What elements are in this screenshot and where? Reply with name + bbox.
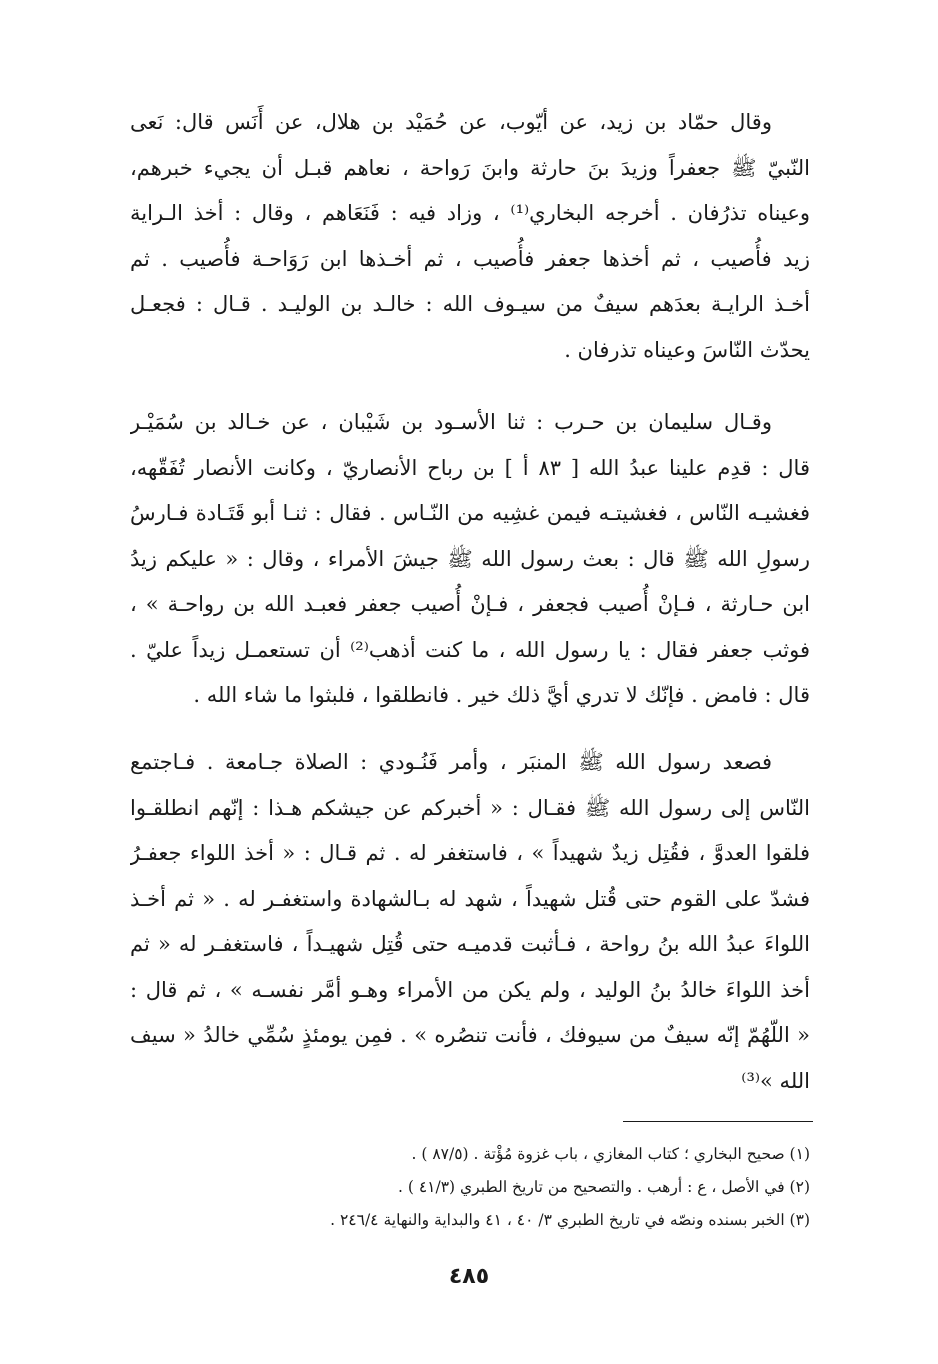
text-line: وعيناه تذرُفان . أخرجه البخاري⁽¹⁾ ، وزاد فيه : فَنَعَاهم ، وقال : أخذ الـراية xyxy=(130,201,810,225)
footnote-3: (٣) الخبر بسنده ونصّه في تاريخ الطبري ٣/ ٤٠ ، ٤١ والبداية والنهاية ٢٤٦/٤ . xyxy=(330,1211,810,1229)
footnote-divider xyxy=(623,1121,813,1122)
text-line: وقـال سليمان بن حـرب : ثنا الأسـود بن شَيْبان ، عن خـالد بن سُمَيْـر xyxy=(130,410,772,434)
text-line: أخذ اللواءَ خالدُ بنُ الوليد ، ولم يكن من الأمراء وهـو أمَّر نفسـه » ، ثم قال : xyxy=(130,977,810,1002)
page-number: ٤٨٥ xyxy=(448,1264,490,1289)
text-line: « اللّهُمّ إنّه سيفٌ من سيوفك ، فأنت تنصُره » . فمِن يومئذٍ سُمِّي خالدُ « سيف xyxy=(130,1023,810,1047)
text-line: النّاس إلى رسول الله ﷺ فقـال : « أخبركم عن جيشكم هـذا : إنّهم انطلقـوا xyxy=(130,795,810,820)
text-line: ابن حـارثة ، فـإنْ أُصيب فجعفر ، فـإنْ أُصيب جعفر فعبـد الله بن رواحـة » ، xyxy=(130,592,810,616)
paragraph-2 xyxy=(130,400,810,719)
text-line: فوثب جعفر فقال : يا رسول الله ، ما كنت أذهب⁽²⁾ أن تستعمـل زيداً عليّ . xyxy=(130,637,810,662)
text-line: فشدّ على القوم حتى قُتل شهيداً ، شهد له بـالشهادة واستغفـر له . « ثم أخـذ xyxy=(130,886,810,911)
text-line: رسولِ الله ﷺ قال : بعث رسول الله ﷺ جيشَ الأمراء ، وقال : « عليكم زيدُ xyxy=(130,546,810,571)
text-line: زيد فأُصيب ، ثم أخذها جعفر فأُصيب ، ثم أخـذها ابن رَوَاحـة فأُصيب . ثم xyxy=(130,246,810,271)
text-line: قال : قدِم علينا عبدُ الله [ ٨٣ أ ] بن رباح الأنصاريّ ، وكانت الأنصار تُفَقّهه، xyxy=(130,455,810,480)
footnotes xyxy=(130,1138,810,1237)
text-line: فصعد رسول الله ﷺ المنبَر ، وأمر فَنُـودي : الصلاة جـامعة . فـاجتمع xyxy=(130,750,772,774)
text-line: النّبيّ ﷺ جعفراً وزيدَ بنَ حارثة وابنَ رَواحة ، نعاهم قبـل أن يجيء خبرهم، xyxy=(130,155,810,180)
text-line: أخـذ الرايـة بعدَهم سيفٌ من سيـوف الله : خالـد بن الوليـد . قـال : فجعـل xyxy=(130,292,810,316)
text-line: يحدّث النّاسَ وعيناه تذرفان . xyxy=(564,337,810,362)
text-line: فلقوا العدوَّ ، فقُتِل زيدٌ شهيداً » ، فاستغفر له . ثم قـال : « أخذ اللواء جعفـرُ xyxy=(130,841,810,865)
footnote-1: (١) صحيح البخاري ؛ كتاب المغازي ، باب غزوة مُؤْتة . (٨٧/٥ ) . xyxy=(411,1145,810,1163)
paragraph-3 xyxy=(130,740,810,1104)
text-line: اللواءَ عبدُ الله بنُ رواحة ، فـأثبت قدميـه حتى قُتِل شهيـداً ، فاستغفـر له « ثم xyxy=(130,932,810,956)
paragraph-1 xyxy=(130,100,810,373)
text-line: قال : فامض . فإنّك لا تدري أيَّ ذلك خير . فانطلقوا ، فلبثوا ما شاء الله . xyxy=(193,683,810,707)
footnote-2: (٢) في الأصل ، ع : أرهب . والتصحيح من تاريخ الطبري (٤١/٣ ) . xyxy=(398,1178,810,1196)
text-line: فغشيـه النّاس ، فغشيتـه فيمن غشِيه من النّـاس . فقال : ثنـا أبو قَتَـادة فـارسُ xyxy=(130,501,810,525)
text-line: وقال حمّاد بن زيد، عن أيّوب، عن حُمَيْد بن هلال، عن أَنَس قال: نَعى xyxy=(130,110,772,134)
text-line: الله »⁽³⁾ xyxy=(741,1068,810,1093)
